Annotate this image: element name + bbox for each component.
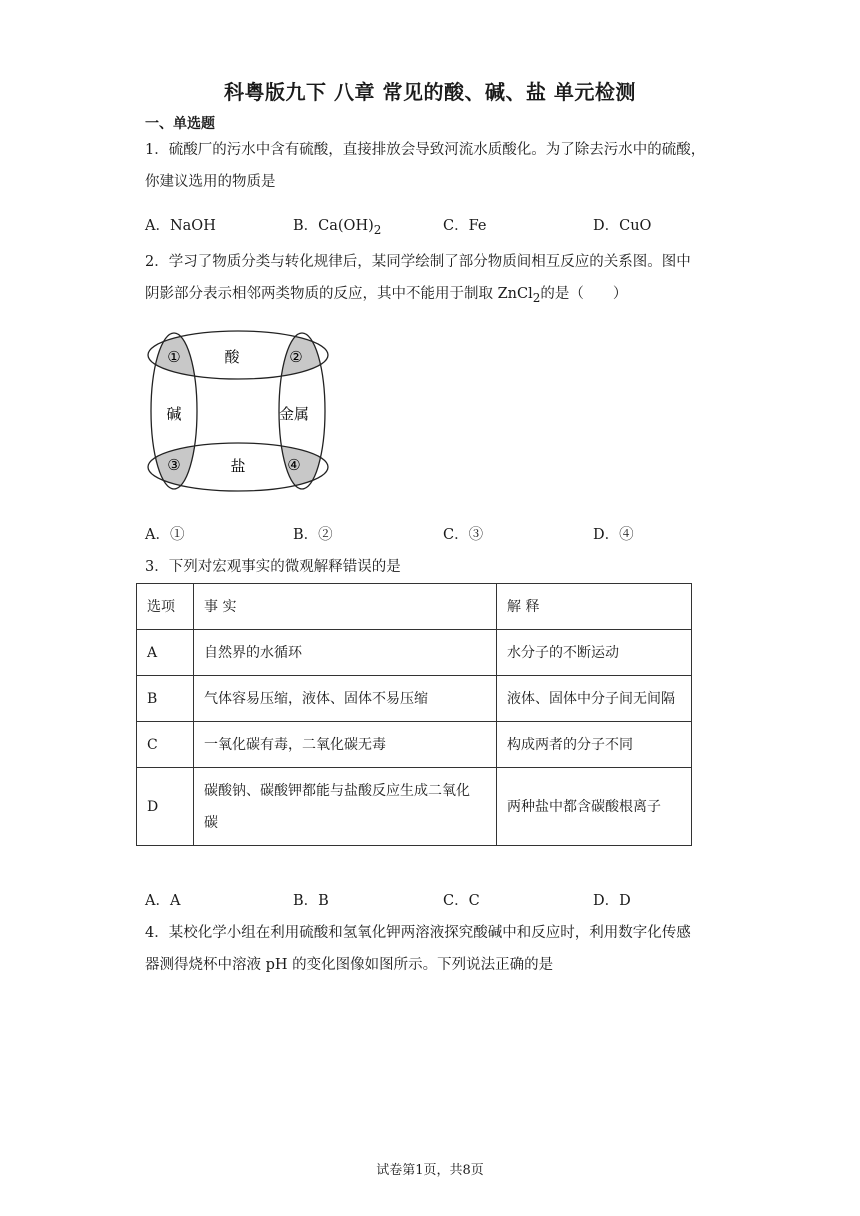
question-2-line-1: 2．学习了物质分类与转化规律后，某同学绘制了部分物质间相互反应的关系图。图中 [145, 254, 691, 270]
question-1-options [145, 214, 705, 238]
option-b: B．② [293, 527, 333, 543]
header-explanation: 解 释 [497, 584, 692, 630]
table-row [137, 676, 692, 722]
question-2 [145, 246, 725, 314]
table-row [137, 722, 692, 768]
question-1-line-1: 1．硫酸厂的污水中含有硫酸，直接排放会导致河流水质酸化。为了除去污水中的硫酸， [145, 142, 706, 158]
option-a: A．① [145, 527, 185, 543]
marker-4: ④ [287, 456, 301, 474]
row-d-fact-line-2: 碳 [204, 814, 218, 831]
reaction-diagram [145, 327, 335, 501]
question-1 [145, 134, 725, 198]
question-2-line-2-pre: 阴影部分表示相邻两类物质的反应，其中不能用于制取 ZnCl [145, 286, 533, 302]
page-footer: 试卷第1页，共8页 [376, 1163, 484, 1178]
question-2-line-2-post: 的是（ ） [540, 286, 628, 302]
option-b [293, 214, 381, 237]
facts-table [136, 583, 692, 846]
marker-3: ③ [167, 456, 181, 474]
option-a: A．NaOH [145, 218, 216, 234]
table-header-row [137, 584, 692, 630]
row-a-option: A [137, 630, 194, 676]
page-title: 科粤版九下 八章 常见的酸、碱、盐 单元检测 [224, 80, 636, 104]
label-base: 碱 [166, 405, 182, 423]
section-heading: 一、单选题 [145, 116, 215, 132]
question-4 [145, 917, 725, 981]
row-d-option: D [137, 768, 194, 846]
row-b-fact: 气体容易压缩，液体、固体不易压缩 [194, 676, 497, 722]
option-c: C．Fe [443, 218, 487, 234]
option-c: C．③ [443, 527, 484, 543]
row-d-fact-line-1: 碳酸钠、碳酸钾都能与盐酸反应生成二氧化 [204, 782, 470, 799]
row-b-explanation: 液体、固体中分子间无间隔 [497, 676, 692, 722]
question-4-line-1: 4．某校化学小组在利用硫酸和氢氧化钾两溶液探究酸碱中和反应时，利用数字化传感 [145, 925, 691, 941]
table-row [137, 768, 692, 846]
option-b-subscript: 2 [373, 222, 382, 237]
option-b: B．B [293, 893, 329, 909]
question-2-options [145, 523, 705, 547]
row-c-option: C [137, 722, 194, 768]
label-salt: 盐 [230, 457, 246, 475]
row-c-explanation: 构成两者的分子不同 [497, 722, 692, 768]
question-2-line-2 [145, 278, 725, 314]
option-d: D．D [593, 893, 631, 909]
question-3-stem: 3．下列对宏观事实的微观解释错误的是 [145, 559, 401, 575]
row-c-fact: 一氧化碳有毒，二氧化碳无毒 [194, 722, 497, 768]
option-d: D．④ [593, 527, 634, 543]
option-a: A．A [145, 893, 181, 909]
label-acid: 酸 [224, 348, 240, 366]
option-d: D．CuO [593, 218, 652, 234]
marker-1: ① [167, 348, 181, 366]
row-a-fact: 自然界的水循环 [194, 630, 497, 676]
label-metal: 金属 [278, 405, 310, 423]
option-b-text: B．Ca(OH) [293, 218, 374, 234]
table-row [137, 630, 692, 676]
question-4-line-2: 器测得烧杯中溶液 pH 的变化图像如图所示。下列说法正确的是 [145, 957, 554, 973]
marker-2: ② [289, 348, 303, 366]
header-option: 选项 [137, 584, 194, 630]
row-a-explanation: 水分子的不断运动 [497, 630, 692, 676]
row-d-explanation: 两种盐中都含碳酸根离子 [497, 768, 692, 846]
row-d-fact [194, 768, 497, 846]
question-3-options [145, 889, 705, 913]
row-b-option: B [137, 676, 194, 722]
zncl2-subscript: 2 [532, 290, 541, 305]
question-1-line-2: 你建议选用的物质是 [145, 174, 276, 190]
option-c: C．C [443, 893, 480, 909]
header-fact: 事 实 [194, 584, 497, 630]
